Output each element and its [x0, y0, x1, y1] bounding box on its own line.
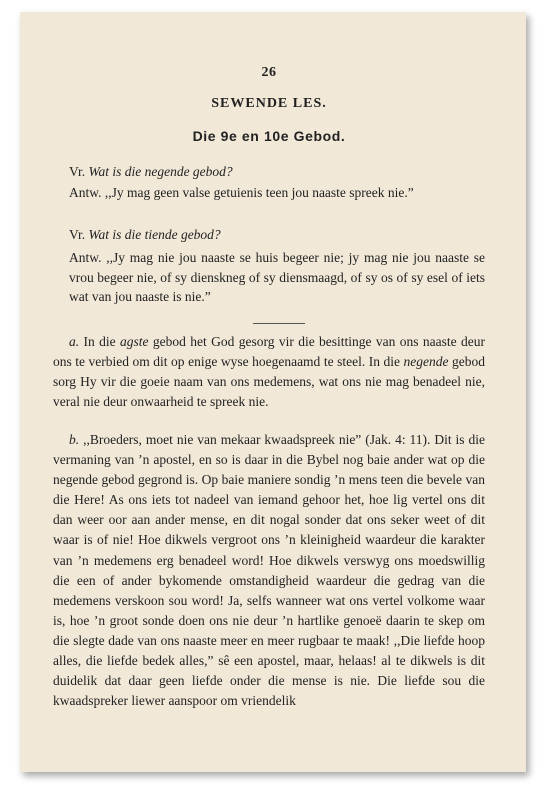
question-label: Vr.	[69, 164, 86, 179]
answer-text: ,,Jy mag geen valse getuienis teen jou naaste spreek nie.”	[104, 185, 414, 200]
section-subtitle: Die 9e en 10e Gebod.	[192, 128, 346, 144]
answer-1	[53, 183, 485, 203]
question-2	[53, 225, 485, 245]
paragraph-a	[53, 332, 485, 412]
question-1	[53, 162, 485, 182]
lesson-title: SEWENDE LES.	[211, 96, 327, 111]
paragraph-label: b.	[69, 432, 80, 447]
book-page	[20, 12, 526, 772]
answer-text: ,,Jy mag nie jou naaste se huis begeer nie; jy mag nie jou naaste se vrou begeer nie, of sy dienskneg of sy diensmaagd, of sy os of sy esel of iets wat van jou naaste is nie.”	[69, 250, 485, 304]
paragraph-label: a.	[69, 334, 80, 349]
paragraph-text: gebod het God gesorg vir die besittinge van ons naaste deur ons te verbied om dit op enige wyse hoegenaamd te steel. In die	[53, 334, 485, 370]
emphasis-word: agste	[119, 334, 149, 349]
question-text: Wat is die negende gebod?	[88, 164, 233, 179]
question-label: Vr.	[69, 227, 86, 242]
paragraph-text: In die	[83, 334, 116, 349]
paragraph-b	[53, 430, 485, 711]
question-text: Wat is die tiende gebod?	[88, 227, 221, 242]
answer-label: Antw.	[69, 185, 102, 200]
answer-label: Antw.	[69, 250, 102, 265]
emphasis-word: negende	[403, 354, 449, 370]
paragraph-text: gebod sorg Hy vir die goeie naam van ons medemens, wat ons nie mag benadeel nie, veral nie deur onwaarheid te spreek nie.	[53, 354, 486, 410]
page-number: 26	[261, 65, 277, 80]
paragraph-text: ,,Broeders, moet nie van mekaar kwaadspreek nie” (Jak. 4: 11). Dit is die vermaning van ’n apostel, en so is daar in die Bybel nog baie ander wat op die negende gebod gegrond is. Op baie maniere sondig ’n mens teen die bevele van die Here! As ons iets tot nadeel van iemand gehoor het, hoe lig vertel ons dit dan weer oor aan ander mense, en dit nogal sonder dat ons seker weet of dit waar is of nie! Hoe dikwels vergroot ons ’n kleinigheid waardeur die karakter van ’n medemens erg benadeel word! Hoe dikwels verswyg ons moedswillig die een of ander bykomende omstandigheid waardeur die gedrag van die medemens verskoon sou word! Ja, selfs wanneer wat ons vertel volkome waar is, hoe ’n groot sonde doen ons nie deur ’n hartlike genoeë daarin te skep om die slegte dade van ons naaste meer en meer rugbaar te maak! ,,Die liefde hoop alles, die liefde bedek alles,” sê een apostel, maar, helaas! al te dikwels is dit duidelik dat daar geen liefde onder die mense is nie. Die liefde sou die kwaadspreker liewer aanspoor om vriendelik	[53, 432, 485, 709]
answer-2	[53, 248, 485, 307]
section-divider	[253, 323, 305, 324]
